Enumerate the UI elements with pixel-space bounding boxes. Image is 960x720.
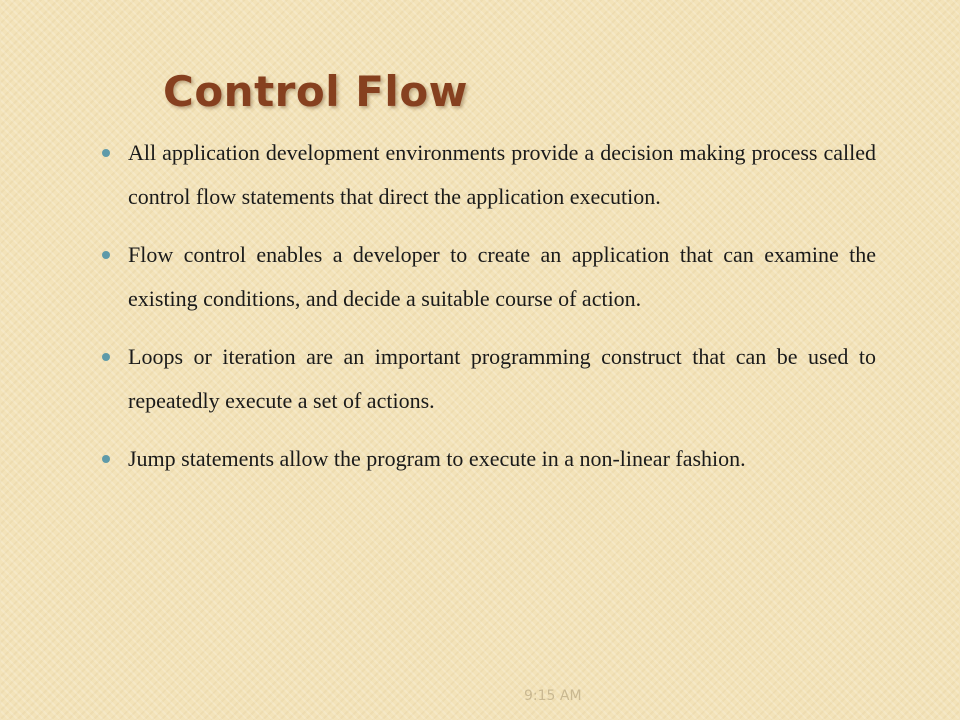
bullet-item xyxy=(128,131,876,219)
bullet-text: Flow control enables a developer to create an application that can examine the existing conditions, and decide a suitable course of action. xyxy=(128,242,876,311)
bullet-text: Loops or iteration are an important programming construct that can be used to repeatedly execute a set of actions. xyxy=(128,344,876,413)
bullet-item xyxy=(128,335,876,423)
bullet-text: Jump statements allow the program to execute in a non-linear fashion. xyxy=(128,446,746,471)
bullet-dot-icon xyxy=(102,455,110,463)
bullet-dot-icon xyxy=(102,251,110,259)
bullet-text: All application development environments provide a decision making process called control flow statements that direct the application execution. xyxy=(128,140,876,209)
bullet-list xyxy=(128,131,876,495)
footer-timestamp: 9:15 AM xyxy=(524,688,582,704)
bullet-item xyxy=(128,437,876,481)
bullet-dot-icon xyxy=(102,149,110,157)
bullet-item xyxy=(128,233,876,321)
bullet-dot-icon xyxy=(102,353,110,361)
slide-title: Control Flow xyxy=(163,67,468,116)
